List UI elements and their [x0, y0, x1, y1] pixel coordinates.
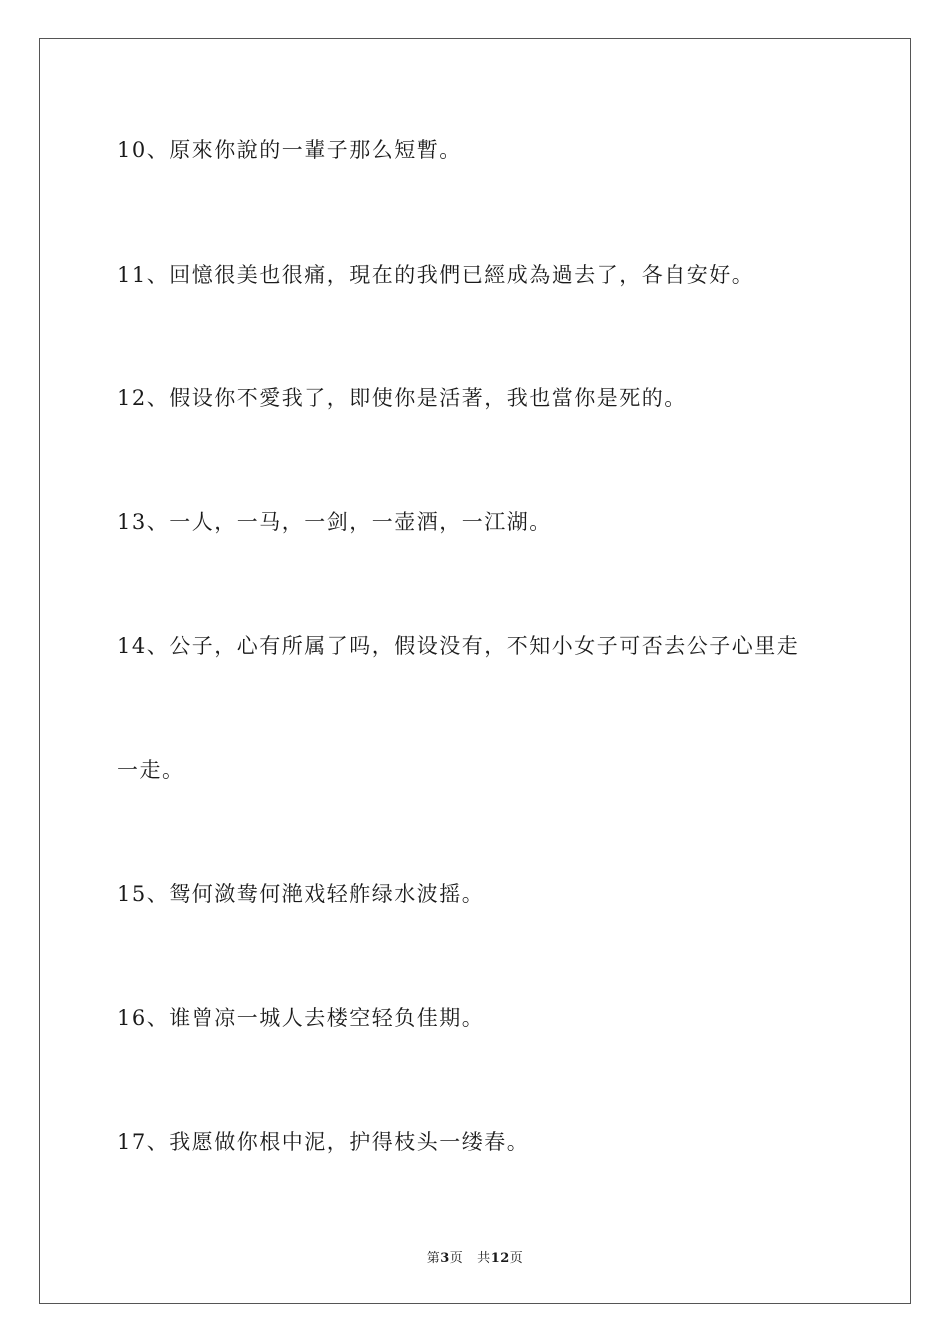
total-pages-number: 12: [490, 1251, 510, 1266]
footer-total-prefix: 共: [477, 1251, 491, 1266]
text-line-12: 12、假设你不愛我了，即使你是活著，我也當你是死的。: [117, 386, 687, 410]
text-line-13: 13、一人，一马，一剑，一壶酒，一江湖。: [117, 510, 552, 534]
text-line-17: 17、我愿做你根中泥，护得枝头一缕春。: [117, 1130, 530, 1154]
text-line-15: 15、鸳何潋鸯何滟戏轻舴绿水波摇。: [117, 882, 485, 906]
footer-page-suffix: 页: [449, 1251, 464, 1266]
text-line-16: 16、谁曾凉一城人去楼空轻负佳期。: [117, 1006, 485, 1030]
text-line-14-continued: 一走。: [117, 758, 185, 782]
footer-total-suffix: 页: [509, 1251, 524, 1266]
footer-prefix: 第: [426, 1251, 441, 1266]
text-line-11: 11、回憶很美也很痛，現在的我們已經成為過去了，各自安好。: [117, 263, 755, 287]
current-page-number: 3: [440, 1251, 450, 1266]
page-border: [39, 38, 911, 1304]
page-footer: [0, 1247, 950, 1266]
text-line-10: 10、原來你說的一輩子那么短暫。: [117, 138, 462, 162]
text-line-14: 14、公子，心有所属了吗，假设没有，不知小女子可否去公子心里走: [117, 634, 800, 658]
